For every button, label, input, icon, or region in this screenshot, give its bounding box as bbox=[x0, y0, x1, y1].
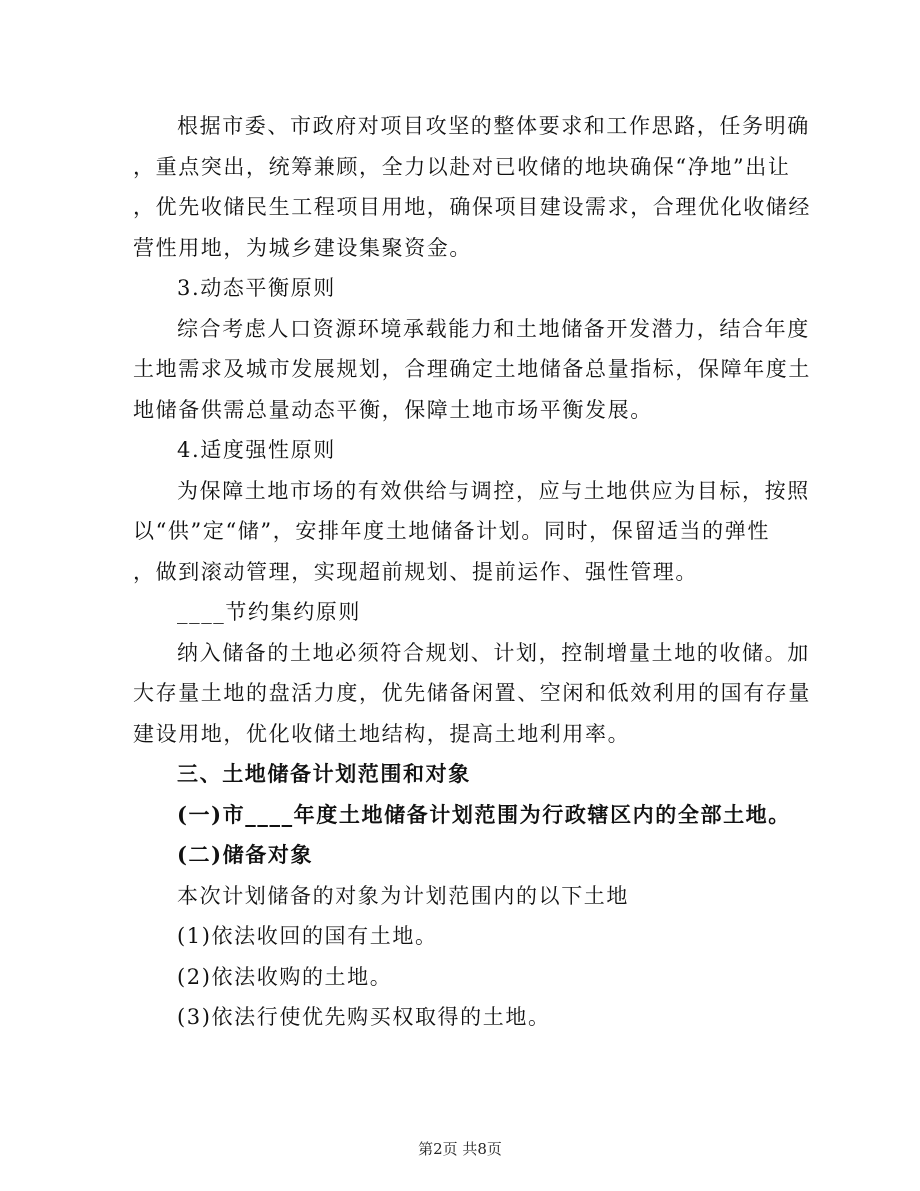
subsection-heading: (二)储备对象 bbox=[177, 842, 314, 867]
paragraph-line: 根据市委、市政府对项目攻坚的整体要求和工作思路，任务明确 bbox=[177, 114, 810, 138]
section-heading: 3.动态平衡原则 bbox=[177, 276, 336, 300]
paragraph-line: 建设用地，优化收储土地结构，提高土地利用率。 bbox=[133, 722, 631, 746]
paragraph-line: 本次计划储备的对象为计划范围内的以下土地 bbox=[177, 884, 629, 908]
list-item: (2)依法收购的土地。 bbox=[177, 965, 393, 989]
paragraph-line: 以“供”定“储”，安排年度土地储备计划。同时，保留适当的弹性 bbox=[133, 519, 770, 543]
paragraph-line: ，重点突出，统筹兼顾，全力以赴对已收储的地块确保“净地”出让 bbox=[133, 155, 791, 179]
paragraph-line: 地储备供需总量动态平衡，保障土地市场平衡发展。 bbox=[133, 398, 653, 422]
paragraph-line: 纳入储备的土地必须符合规划、计划，控制增量土地的收储。加 bbox=[177, 641, 810, 665]
paragraph-line: 土地需求及城市发展规划，合理确定土地储备总量指标，保障年度土 bbox=[133, 357, 811, 381]
section-heading: ____节约集约原则 bbox=[177, 600, 361, 624]
section-heading: 4.适度强性原则 bbox=[177, 438, 336, 462]
chapter-heading: 三、土地储备计划范围和对象 bbox=[177, 761, 471, 786]
paragraph-line: 大存量土地的盘活力度，优先储备闲置、空闲和低效利用的国有存量 bbox=[133, 681, 811, 705]
list-item: (1)依法收回的国有土地。 bbox=[177, 924, 438, 948]
paragraph-line: 为保障土地市场的有效供给与调控，应与土地供应为目标，按照 bbox=[177, 479, 810, 503]
paragraph-line: 综合考虑人口资源环境承载能力和土地储备开发潜力，结合年度 bbox=[177, 317, 810, 341]
page-number-footer: 第2页 共8页 bbox=[418, 1140, 502, 1158]
paragraph-line: 营性用地，为城乡建设集聚资金。 bbox=[133, 236, 472, 260]
paragraph-line: ，做到滚动管理，实现超前规划、提前运作、强性管理。 bbox=[133, 560, 698, 584]
subsection-heading: (一)市____年度土地储备计划范围为行政辖区内的全部土地。 bbox=[177, 802, 791, 827]
list-item: (3)依法行使优先购买权取得的土地。 bbox=[177, 1005, 551, 1029]
paragraph-line: ，优先收储民生工程项目用地，确保项目建设需求，合理优化收储经 bbox=[133, 195, 811, 219]
